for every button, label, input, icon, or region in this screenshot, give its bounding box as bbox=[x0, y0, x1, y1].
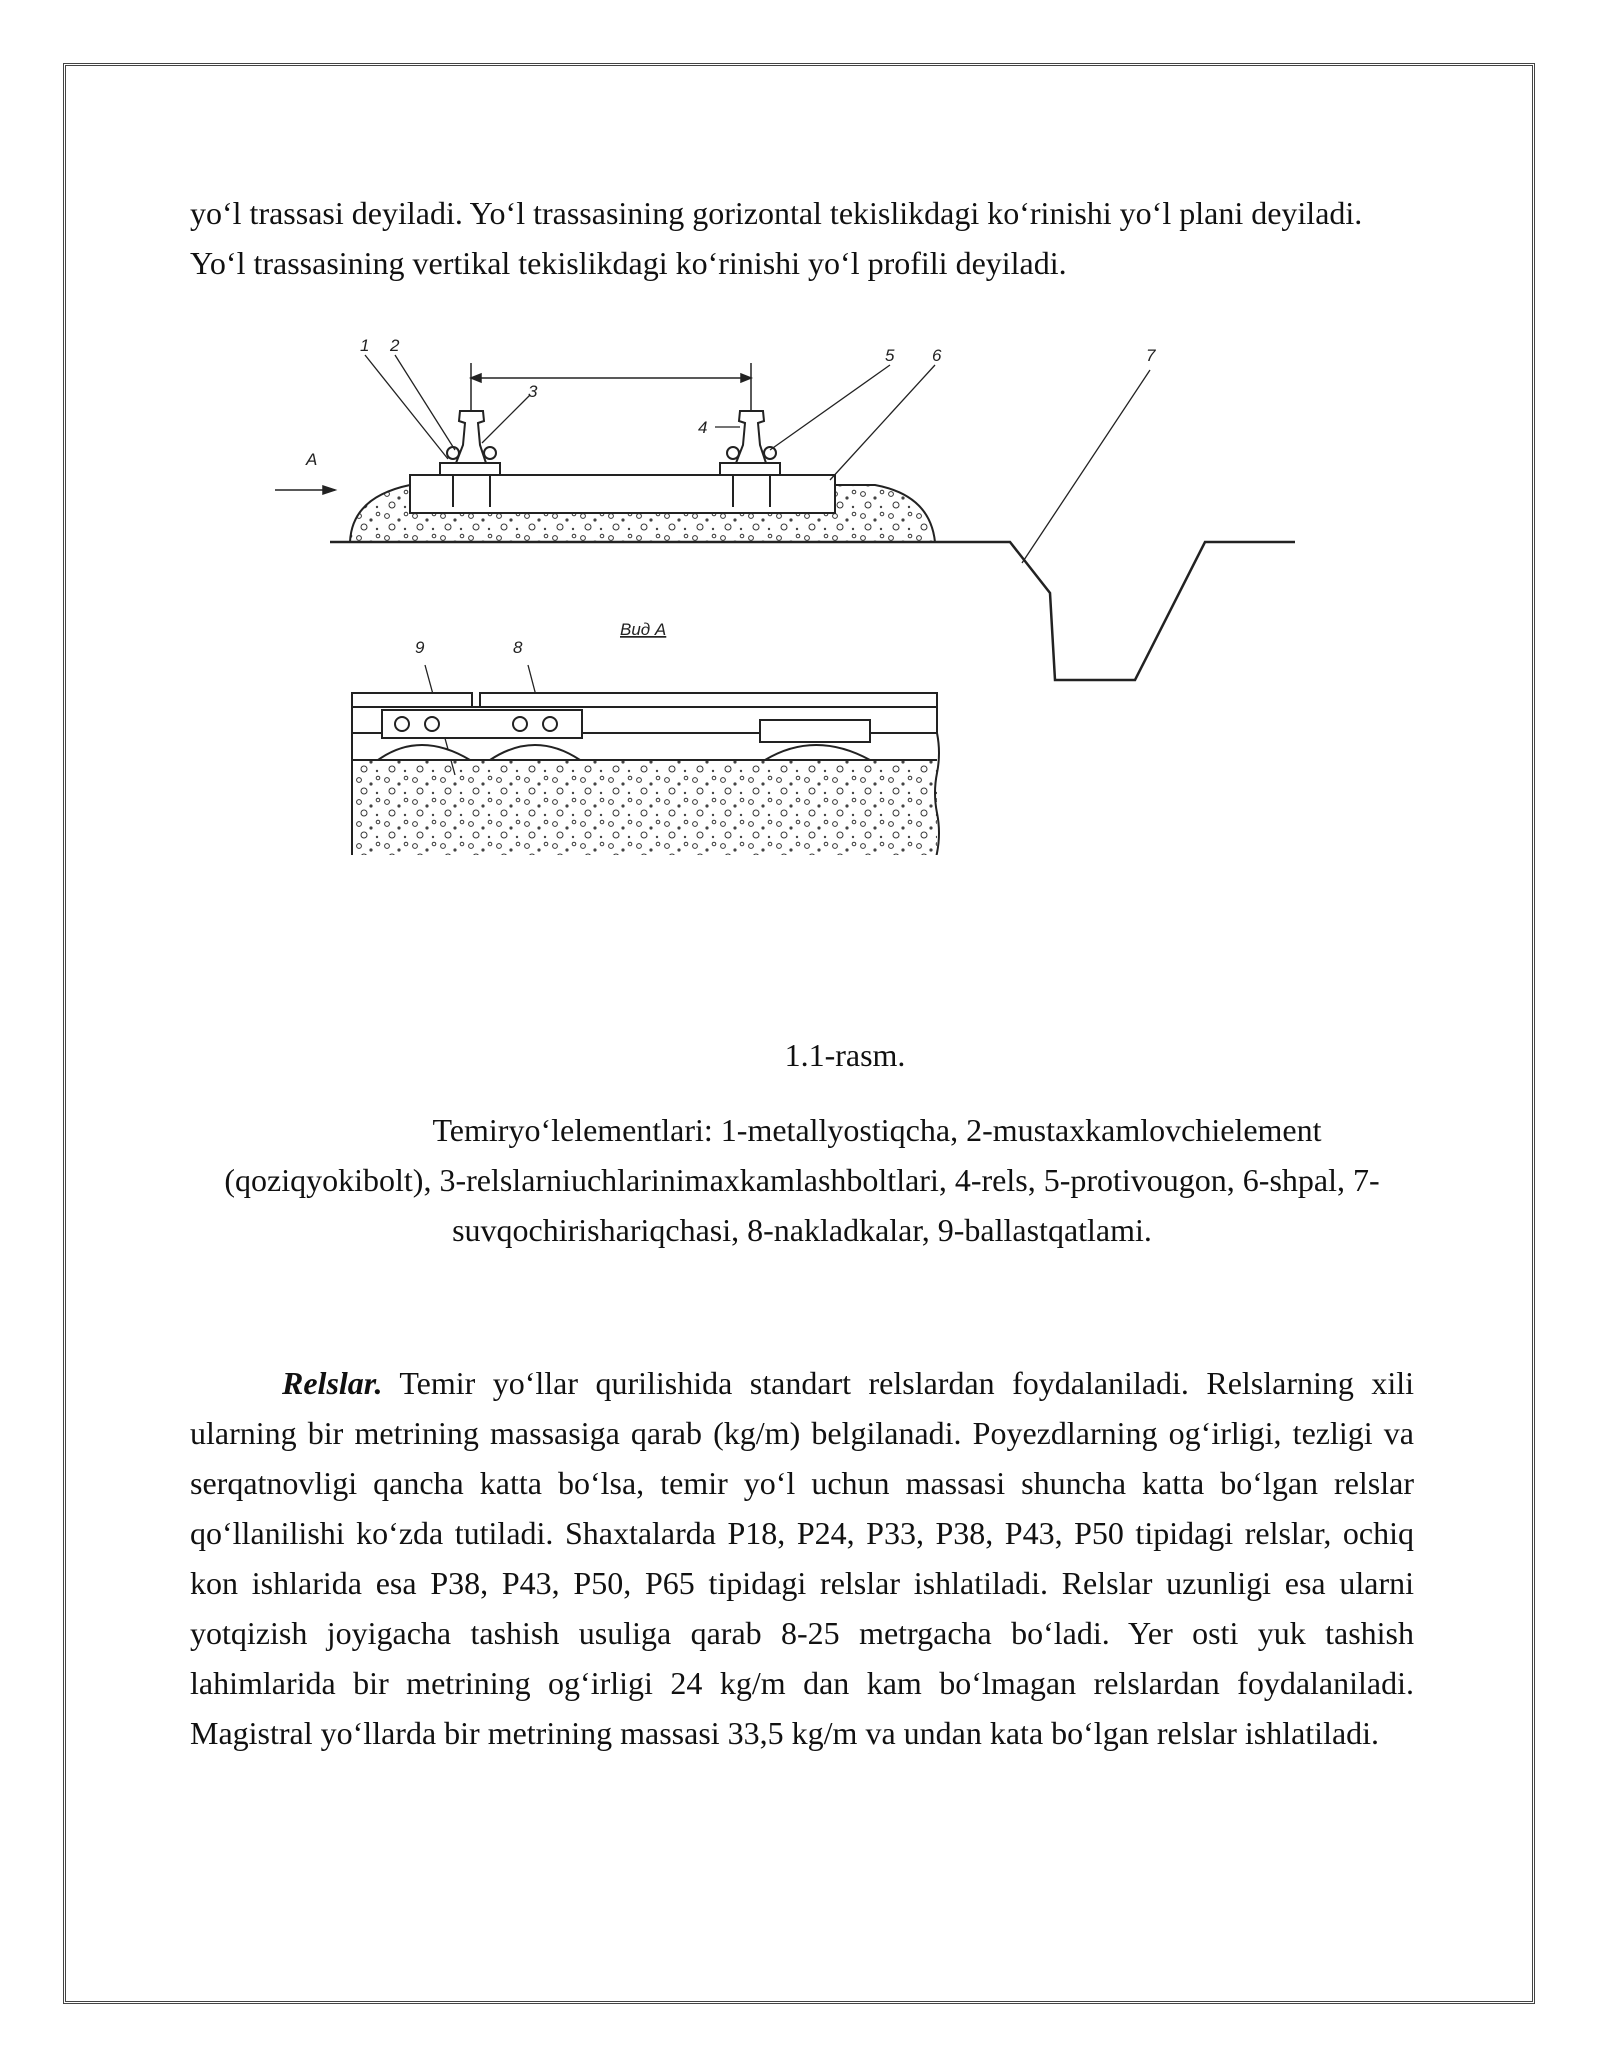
label-9: 9 bbox=[415, 638, 425, 657]
intro-paragraph: yo‘l trassasi deyiladi. Yo‘l trassasining gorizontal tekislikdagi ko‘rinishi yo‘l plani deyiladi. Yo‘l trassasining vertikal tekislikdagi ko‘rinishi yo‘l profili deyiladi. bbox=[190, 195, 1363, 281]
label-view-a: Вид А bbox=[620, 620, 667, 639]
figure-caption-body bbox=[190, 1105, 1414, 1255]
label-7: 7 bbox=[1146, 346, 1156, 365]
figure-caption-text: Temiryo‘lelementlari: 1-metallyostiqcha, 2-mustaxkamlovchielement (qoziqyokibolt), 3-relslarniuchlarinimaxkamlashboltlari, 4-rels, 5-protivougon, 6-shpal, 7-suvqochirishariqchasi, 8-nakladkalar, 9-ballastqatlami. bbox=[224, 1112, 1380, 1248]
figure-caption-title: 1.1-rasm. bbox=[784, 1037, 906, 1073]
label-6: 6 bbox=[932, 346, 942, 365]
sleeper bbox=[410, 475, 835, 513]
relslar-heading: Relslar. bbox=[282, 1365, 383, 1401]
relslar-paragraph bbox=[190, 1358, 1414, 1758]
view-arrow-a bbox=[275, 486, 335, 494]
railway-track-figure bbox=[270, 335, 1310, 855]
ground-line bbox=[330, 542, 1295, 680]
side-view bbox=[352, 693, 939, 855]
label-2: 2 bbox=[390, 336, 400, 355]
label-8: 8 bbox=[513, 638, 523, 657]
label-a: A bbox=[306, 450, 318, 469]
label-3: 3 bbox=[528, 382, 538, 401]
label-4: 4 bbox=[698, 418, 708, 437]
label-1: 1 bbox=[360, 336, 370, 355]
label-5: 5 bbox=[885, 346, 895, 365]
gauge-dimension bbox=[471, 363, 751, 411]
relslar-body: Temir yo‘llar qurilishida standart relslardan foydalaniladi. Relslarning xili ularning bir metrining massasiga qarab (kg/m) belgilanadi. Poyezdlarning og‘irligi, tezligi va serqatnovligi qancha katta bo‘lsa, temir yo‘l uchun massasi shuncha katta bo‘lgan relslar qo‘llanilishi ko‘zda tutiladi. Shaxtalarda P18, P24, P33, P38, P43, P50 tipidagi relslar, ochiq kon ishlarida esa P38, P43, P50, P65 tipidagi relslar ishlatiladi. Relslar uzunligi esa ularni yotqizish joyigacha tashish usuliga qarab 8-25 metrgacha bo‘ladi. Yer osti yuk tashish lahimlarida bir metrining og‘irligi 24 kg/m dan kam bo‘lmagan relslardan foydalaniladi. Magistral yo‘llarda bir metrining massasi 33,5 kg/m va undan kata bo‘lgan relslar ishlatiladi. bbox=[190, 1365, 1414, 1751]
